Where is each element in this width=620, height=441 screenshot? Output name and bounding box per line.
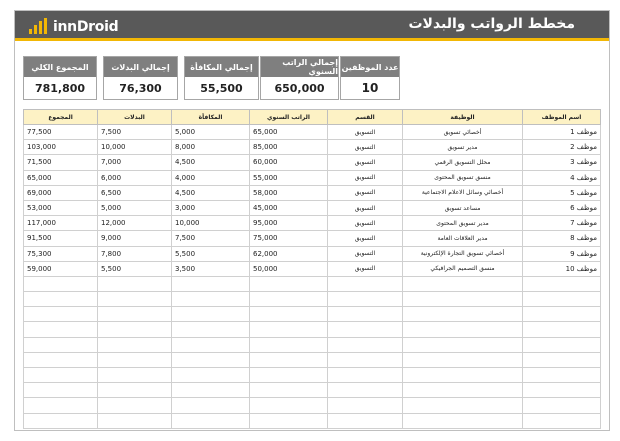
cell-dept[interactable] bbox=[328, 276, 403, 291]
cell-bonus[interactable]: 10,000 bbox=[172, 216, 250, 231]
cell-allowance[interactable] bbox=[98, 307, 172, 322]
cell-bonus[interactable] bbox=[172, 322, 250, 337]
cell-bonus[interactable] bbox=[172, 413, 250, 428]
cell-name[interactable]: موظف 9 bbox=[523, 246, 601, 261]
cell-bonus[interactable]: 8,000 bbox=[172, 140, 250, 155]
cell-dept[interactable]: التسويق bbox=[328, 200, 403, 215]
cell-salary[interactable]: 65,000 bbox=[250, 125, 328, 140]
cell-job[interactable]: محلل التسويق الرقمي bbox=[403, 155, 523, 170]
column-header-salary[interactable]: الراتب السنوي bbox=[250, 110, 328, 125]
empty-table-row bbox=[24, 337, 601, 352]
cell-allowance[interactable]: 6,000 bbox=[98, 170, 172, 185]
cell-bonus[interactable] bbox=[172, 368, 250, 383]
cell-bonus[interactable] bbox=[172, 307, 250, 322]
cell-job[interactable] bbox=[403, 383, 523, 398]
cell-name[interactable] bbox=[523, 383, 601, 398]
column-header-job[interactable]: الوظيفة bbox=[403, 110, 523, 125]
cell-salary[interactable] bbox=[250, 322, 328, 337]
empty-table-row bbox=[24, 322, 601, 337]
empty-table-row bbox=[24, 307, 601, 322]
cell-total[interactable]: 53,000 bbox=[24, 200, 98, 215]
cell-job[interactable]: مساعد تسويق bbox=[403, 200, 523, 215]
cell-job[interactable]: مدير تسويق bbox=[403, 140, 523, 155]
cell-name[interactable]: موظف 5 bbox=[523, 185, 601, 200]
cell-salary[interactable]: 95,000 bbox=[250, 216, 328, 231]
cell-job[interactable] bbox=[403, 276, 523, 291]
summary-value: 781,800 bbox=[34, 81, 86, 95]
cell-job[interactable] bbox=[403, 368, 523, 383]
summary-label: المجموع الكلي bbox=[24, 57, 96, 77]
empty-table-row bbox=[24, 352, 601, 367]
logo-text: innDroid bbox=[53, 19, 119, 35]
cell-allowance[interactable]: 12,000 bbox=[98, 216, 172, 231]
cell-total[interactable] bbox=[24, 413, 98, 428]
cell-name[interactable]: موظف 7 bbox=[523, 216, 601, 231]
column-header-name[interactable]: اسم الموظف bbox=[523, 110, 601, 125]
cell-dept[interactable]: التسويق bbox=[328, 140, 403, 155]
cell-total[interactable] bbox=[24, 307, 98, 322]
cell-allowance[interactable] bbox=[98, 292, 172, 307]
cell-bonus[interactable] bbox=[172, 276, 250, 291]
salary-table-container bbox=[23, 109, 600, 429]
cell-job[interactable]: مدير تسويق المحتوى bbox=[403, 216, 523, 231]
cell-dept[interactable] bbox=[328, 337, 403, 352]
table-row bbox=[24, 125, 601, 140]
summary-bonus-total bbox=[184, 56, 259, 100]
cell-salary[interactable] bbox=[250, 398, 328, 413]
cell-job[interactable]: مدير العلاقات العامة bbox=[403, 231, 523, 246]
table-row bbox=[24, 140, 601, 155]
cell-bonus[interactable]: 3,000 bbox=[172, 200, 250, 215]
empty-table-row bbox=[24, 398, 601, 413]
cell-bonus[interactable]: 3,500 bbox=[172, 261, 250, 276]
cell-name[interactable] bbox=[523, 276, 601, 291]
cell-bonus[interactable] bbox=[172, 383, 250, 398]
cell-allowance[interactable] bbox=[98, 276, 172, 291]
cell-dept[interactable] bbox=[328, 307, 403, 322]
cell-allowance[interactable]: 6,500 bbox=[98, 185, 172, 200]
cell-job[interactable] bbox=[403, 307, 523, 322]
cell-name[interactable]: موظف 4 bbox=[523, 170, 601, 185]
cell-job[interactable]: أخصائي تسويق التجارة الإلكترونية bbox=[403, 246, 523, 261]
cell-bonus[interactable] bbox=[172, 398, 250, 413]
summary-label: إجمالي المكافأة bbox=[185, 57, 258, 77]
cell-dept[interactable]: التسويق bbox=[328, 231, 403, 246]
cell-total[interactable] bbox=[24, 383, 98, 398]
cell-salary[interactable] bbox=[250, 337, 328, 352]
cell-total[interactable] bbox=[24, 368, 98, 383]
cell-name[interactable] bbox=[523, 352, 601, 367]
empty-table-row bbox=[24, 413, 601, 428]
cell-total[interactable] bbox=[24, 398, 98, 413]
cell-bonus[interactable]: 4,500 bbox=[172, 185, 250, 200]
cell-job[interactable] bbox=[403, 352, 523, 367]
cell-job[interactable] bbox=[403, 413, 523, 428]
cell-job[interactable]: أخصائي وسائل الاعلام الاجتماعية bbox=[403, 185, 523, 200]
empty-table-row bbox=[24, 383, 601, 398]
cell-salary[interactable] bbox=[250, 352, 328, 367]
cell-salary[interactable] bbox=[250, 276, 328, 291]
cell-total[interactable]: 91,500 bbox=[24, 231, 98, 246]
cell-bonus[interactable]: 7,500 bbox=[172, 231, 250, 246]
cell-salary[interactable]: 45,000 bbox=[250, 200, 328, 215]
cell-salary[interactable]: 55,000 bbox=[250, 170, 328, 185]
cell-bonus[interactable]: 5,000 bbox=[172, 125, 250, 140]
cell-name[interactable]: موظف 1 bbox=[523, 125, 601, 140]
cell-bonus[interactable] bbox=[172, 352, 250, 367]
cell-salary[interactable] bbox=[250, 368, 328, 383]
cell-salary[interactable]: 85,000 bbox=[250, 140, 328, 155]
cell-total[interactable] bbox=[24, 322, 98, 337]
table-row bbox=[24, 231, 601, 246]
empty-table-row bbox=[24, 368, 601, 383]
salary-sheet bbox=[14, 10, 610, 431]
cell-allowance[interactable]: 7,000 bbox=[98, 155, 172, 170]
table-body bbox=[24, 125, 601, 429]
summary-allowances-total bbox=[103, 56, 178, 100]
cell-dept[interactable]: التسويق bbox=[328, 155, 403, 170]
cell-dept[interactable]: التسويق bbox=[328, 246, 403, 261]
cell-dept[interactable] bbox=[328, 352, 403, 367]
cell-salary[interactable] bbox=[250, 413, 328, 428]
cell-bonus[interactable] bbox=[172, 337, 250, 352]
bar-chart-logo-icon bbox=[29, 19, 51, 35]
cell-job[interactable]: منسق تسويق المحتوى bbox=[403, 170, 523, 185]
cell-total[interactable] bbox=[24, 292, 98, 307]
table-row bbox=[24, 216, 601, 231]
cell-dept[interactable] bbox=[328, 413, 403, 428]
table-row bbox=[24, 170, 601, 185]
cell-salary[interactable] bbox=[250, 383, 328, 398]
header-bar bbox=[15, 11, 609, 41]
summary-annual-salary bbox=[260, 56, 339, 100]
cell-name[interactable]: موظف 2 bbox=[523, 140, 601, 155]
cell-allowance[interactable] bbox=[98, 352, 172, 367]
cell-allowance[interactable]: 5,000 bbox=[98, 200, 172, 215]
cell-bonus[interactable] bbox=[172, 292, 250, 307]
empty-table-row bbox=[24, 276, 601, 291]
cell-dept[interactable]: التسويق bbox=[328, 216, 403, 231]
cell-name[interactable] bbox=[523, 292, 601, 307]
cell-name[interactable] bbox=[523, 322, 601, 337]
summary-employee-count bbox=[340, 56, 400, 100]
cell-name[interactable]: موظف 8 bbox=[523, 231, 601, 246]
salary-table bbox=[23, 109, 601, 429]
cell-dept[interactable]: التسويق bbox=[328, 261, 403, 276]
cell-allowance[interactable] bbox=[98, 368, 172, 383]
cell-salary[interactable]: 62,000 bbox=[250, 246, 328, 261]
column-header-dept[interactable]: القسم bbox=[328, 110, 403, 125]
cell-bonus[interactable]: 4,000 bbox=[172, 170, 250, 185]
logo bbox=[29, 15, 118, 35]
cell-dept[interactable] bbox=[328, 383, 403, 398]
table-row bbox=[24, 185, 601, 200]
summary-value: 10 bbox=[361, 81, 379, 95]
cell-name[interactable] bbox=[523, 413, 601, 428]
cell-allowance[interactable] bbox=[98, 398, 172, 413]
cell-bonus[interactable]: 4,500 bbox=[172, 155, 250, 170]
summary-value: 76,300 bbox=[119, 81, 162, 95]
cell-allowance[interactable]: 7,800 bbox=[98, 246, 172, 261]
cell-total[interactable]: 75,300 bbox=[24, 246, 98, 261]
cell-total[interactable]: 71,500 bbox=[24, 155, 98, 170]
cell-salary[interactable] bbox=[250, 292, 328, 307]
cell-allowance[interactable] bbox=[98, 413, 172, 428]
cell-salary[interactable]: 50,000 bbox=[250, 261, 328, 276]
summary-value: 55,500 bbox=[200, 81, 243, 95]
table-row bbox=[24, 155, 601, 170]
cell-dept[interactable] bbox=[328, 292, 403, 307]
cell-bonus[interactable]: 5,500 bbox=[172, 246, 250, 261]
cell-allowance[interactable]: 7,500 bbox=[98, 125, 172, 140]
cell-total[interactable] bbox=[24, 352, 98, 367]
cell-dept[interactable]: التسويق bbox=[328, 185, 403, 200]
cell-allowance[interactable]: 9,000 bbox=[98, 231, 172, 246]
summary-panel bbox=[23, 56, 400, 100]
cell-job[interactable]: منسق التصميم الجرافيكي bbox=[403, 261, 523, 276]
cell-allowance[interactable]: 5,500 bbox=[98, 261, 172, 276]
cell-salary[interactable] bbox=[250, 307, 328, 322]
summary-grand-total bbox=[23, 56, 97, 100]
cell-job[interactable] bbox=[403, 292, 523, 307]
cell-salary[interactable]: 58,000 bbox=[250, 185, 328, 200]
cell-job[interactable] bbox=[403, 322, 523, 337]
cell-job[interactable]: أخصائي تسويق bbox=[403, 125, 523, 140]
cell-allowance[interactable] bbox=[98, 337, 172, 352]
summary-label: إجمالي البدلات bbox=[104, 57, 177, 77]
cell-name[interactable] bbox=[523, 337, 601, 352]
cell-total[interactable]: 59,000 bbox=[24, 261, 98, 276]
table-header-row bbox=[24, 110, 601, 125]
cell-job[interactable] bbox=[403, 337, 523, 352]
table-row bbox=[24, 246, 601, 261]
cell-dept[interactable] bbox=[328, 322, 403, 337]
cell-name[interactable]: موظف 3 bbox=[523, 155, 601, 170]
cell-name[interactable]: موظف 6 bbox=[523, 200, 601, 215]
cell-total[interactable] bbox=[24, 337, 98, 352]
cell-dept[interactable] bbox=[328, 398, 403, 413]
cell-dept[interactable]: التسويق bbox=[328, 125, 403, 140]
cell-total[interactable] bbox=[24, 276, 98, 291]
cell-total[interactable]: 77,500 bbox=[24, 125, 98, 140]
cell-total[interactable]: 65,000 bbox=[24, 170, 98, 185]
page-title: مخطط الرواتب والبدلات bbox=[408, 16, 575, 32]
table-row bbox=[24, 200, 601, 215]
cell-total[interactable]: 69,000 bbox=[24, 185, 98, 200]
cell-job[interactable] bbox=[403, 398, 523, 413]
summary-label: عدد الموظفين bbox=[341, 57, 399, 77]
column-header-total[interactable]: المجموع bbox=[24, 110, 98, 125]
cell-dept[interactable]: التسويق bbox=[328, 170, 403, 185]
cell-name[interactable] bbox=[523, 307, 601, 322]
cell-salary[interactable]: 60,000 bbox=[250, 155, 328, 170]
summary-label: إجمالي الراتب السنوي bbox=[261, 57, 338, 77]
cell-dept[interactable] bbox=[328, 368, 403, 383]
cell-allowance[interactable]: 10,000 bbox=[98, 140, 172, 155]
cell-name[interactable] bbox=[523, 398, 601, 413]
cell-total[interactable]: 103,000 bbox=[24, 140, 98, 155]
cell-name[interactable]: موظف 10 bbox=[523, 261, 601, 276]
summary-value: 650,000 bbox=[274, 81, 325, 95]
cell-name[interactable] bbox=[523, 368, 601, 383]
column-header-bonus[interactable]: المكافأة bbox=[172, 110, 250, 125]
empty-table-row bbox=[24, 292, 601, 307]
cell-total[interactable]: 117,000 bbox=[24, 216, 98, 231]
column-header-allowance[interactable]: البدلات bbox=[98, 110, 172, 125]
cell-allowance[interactable] bbox=[98, 383, 172, 398]
cell-allowance[interactable] bbox=[98, 322, 172, 337]
cell-salary[interactable]: 75,000 bbox=[250, 231, 328, 246]
table-row bbox=[24, 261, 601, 276]
